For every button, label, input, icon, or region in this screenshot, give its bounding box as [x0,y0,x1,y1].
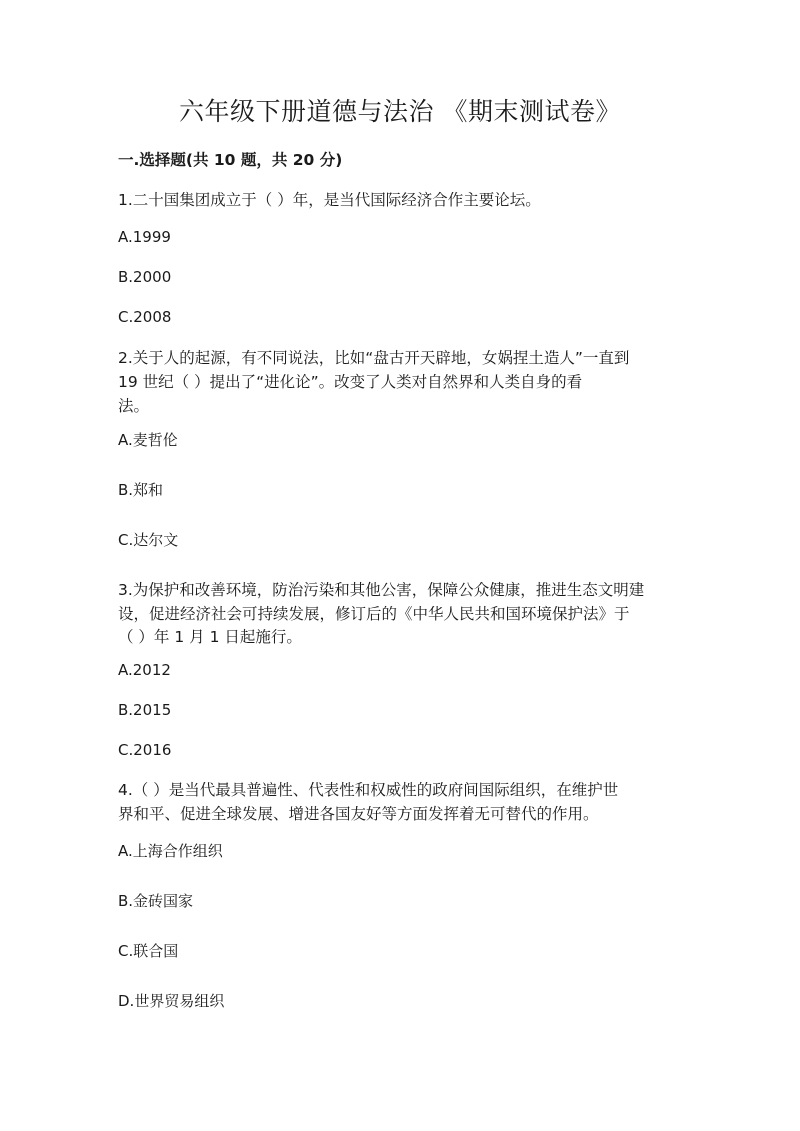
question-3-option-b: B.2015 [118,701,172,719]
question-2-line-3: 法。 [118,397,150,415]
question-4-option-a: A.上海合作组织 [118,842,223,860]
question-2-line-1: 2.关于人的起源，有不同说法，比如“盘古开天辟地，女娲捏土造人”一直到 [118,349,630,367]
question-4-line-2: 界和平、促进全球发展、增进各国友好等方面发挥着无可替代的作用。 [118,805,599,823]
question-2-option-c: C.达尔文 [118,531,179,549]
question-4-option-d: D.世界贸易组织 [118,992,225,1010]
question-3-line-2: 设，促进经济社会可持续发展，修订后的《中华人民共和国环境保护法》于 [118,605,630,623]
question-3-option-c: C.2016 [118,741,172,759]
question-4-line-1: 4.（ ）是当代最具普遍性、代表性和权威性的政府间国际组织，在维护世 [118,781,619,799]
question-1-line-1: 1.二十国集团成立于（ ）年，是当代国际经济合作主要论坛。 [118,191,541,209]
question-1-option-a: A.1999 [118,228,171,246]
question-1-option-b: B.2000 [118,268,172,286]
question-4-option-b: B.金砖国家 [118,892,194,910]
section-heading: 一.选择题(共 10 题，共 20 分) [118,151,343,169]
question-3-line-3: （ ）年 1 月 1 日起施行。 [118,628,302,646]
document-title: 六年级下册道德与法治 《期末测试卷》 [179,97,621,126]
question-3-line-1: 3.为保护和改善环境，防治污染和其他公害，保障公众健康，推进生态文明建 [118,581,645,599]
question-2-line-2: 19 世纪（ ）提出了“进化论”。改变了人类对自然界和人类自身的看 [118,373,583,391]
question-1-option-c: C.2008 [118,308,172,326]
question-2-option-b: B.郑和 [118,481,164,499]
question-2-option-a: A.麦哲伦 [118,431,178,449]
question-3-option-a: A.2012 [118,661,171,679]
question-4-option-c: C.联合国 [118,942,179,960]
